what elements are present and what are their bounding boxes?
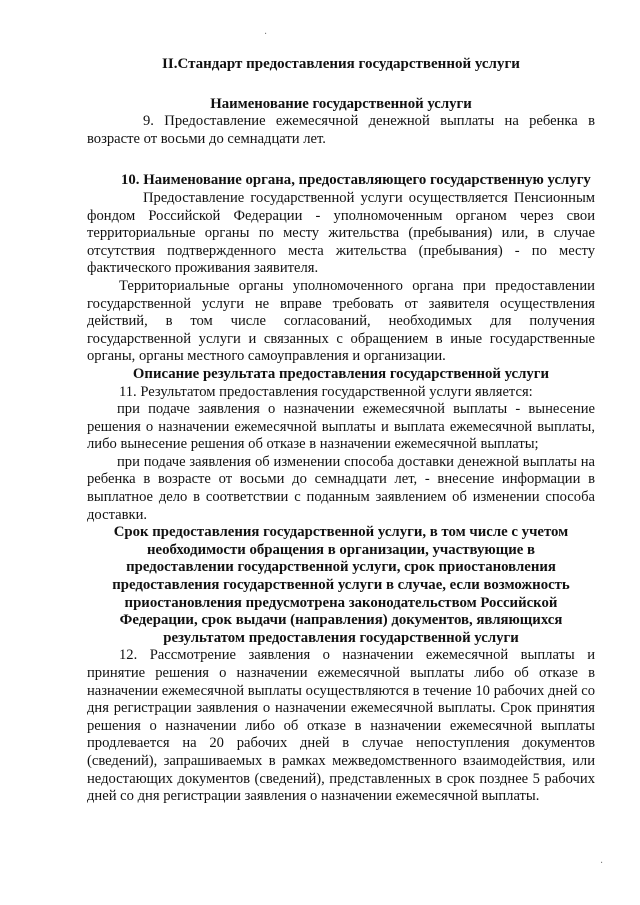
paragraph-11b: при подаче заявления об изменении способа доставки денежной выплаты на ребенка в возрасте от восьми до семнадцати лет, - внесение информации в выплатное дело в соответствии с поданным заявлением об изменении способа доставки. — [87, 453, 595, 523]
paragraph-10a: Предоставление государственной услуги осуществляется Пенсионным фондом Российской Федерации - уполномоченным органом через свои территориальные органы по месту жительства (пребывания) или, в случае отсутствия подтвержденного места жительства (пребывания) - по месту фактического проживания заявителя. — [87, 189, 595, 277]
paragraph-9: 9. Предоставление ежемесячной денежной выплаты на ребенка в возрасте от восьми до семнадцати лет. — [87, 113, 595, 147]
document-body — [87, 56, 595, 806]
scan-artifact: . — [264, 26, 268, 37]
section-title: II.Стандарт предоставления государственной услуги — [162, 56, 520, 72]
paragraph-11: 11. Результатом предоставления государственной услуги является: — [119, 383, 533, 400]
scan-artifact: · — [600, 858, 604, 869]
heading-term: Срок предоставления государственной услуги, в том числе с учетом необходимости обращения в организации, участвующие в предоставлении государственной услуги, срок приостановления предоставления государственной услуги в случае, если возможность приостановления предусмотрена законодательством Российской Федерации, срок выдачи (направления) документов, являющихся результатом предоставления государственной услуги — [112, 524, 570, 646]
paragraph-12: 12. Рассмотрение заявления о назначении ежемесячной выплаты и принятие решения о назначении ежемесячной выплаты либо об отказе в назначении ежемесячной выплаты осуществляются в течение 10 рабочих дней со дня регистрации заявления о назначении ежемесячной выплаты. Срок принятия решения о назначении либо об отказе в назначении ежемесячной выплаты продлевается на 20 рабочих дней в случае непоступления документов (сведений), запрашиваемых в рамках межведомственного взаимодействия, или недостающих документов (сведений), представленных в срок позднее 5 рабочих дней со дня регистрации заявления о назначении ежемесячной выплаты. — [87, 647, 595, 805]
paragraph-10b: Территориальные органы уполномоченного органа при предоставлении государственной услуги не вправе требовать от заявителя осуществления действий, в том числе согласований, необходимых для получения государственной услуги и связанных с обращением в иные государственные органы, органы местного самоуправления и организации. — [87, 277, 595, 365]
heading-10: 10. Наименование органа, предоставляющего государственную услугу — [121, 172, 591, 189]
heading-service-name: Наименование государственной услуги — [210, 95, 472, 112]
heading-result: Описание результата предоставления государственной услуги — [132, 365, 550, 382]
paragraph-11a: при подаче заявления о назначении ежемесячной выплаты - вынесение решения о назначении ежемесячной выплаты и выплата ежемесячной выплаты, либо вынесение решения об отказе в назначении ежемесячной выплаты; — [87, 401, 595, 453]
